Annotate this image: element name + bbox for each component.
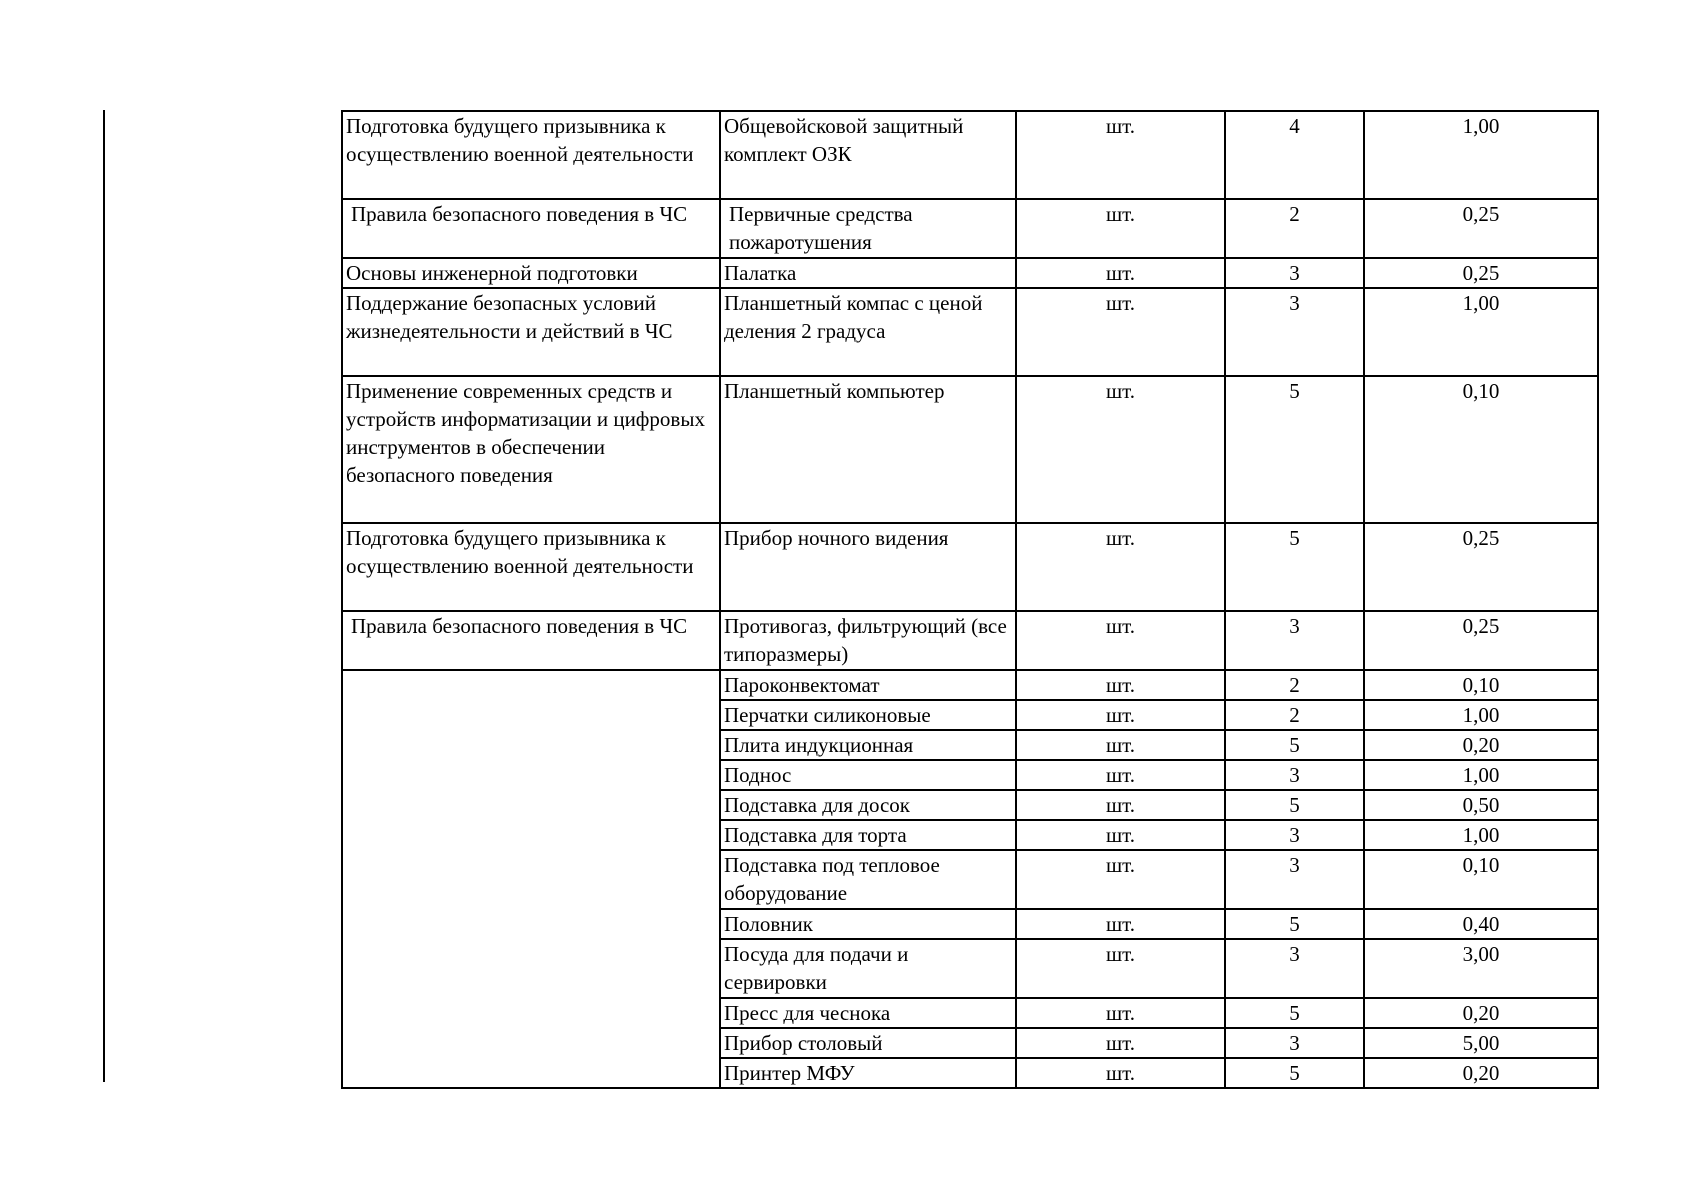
item-name-cell: Планшетный компьютер	[720, 376, 1016, 523]
item-name-cell: Первичные средства пожаротушения	[720, 199, 1016, 258]
unit-cell: шт.	[1016, 111, 1225, 199]
quantity-cell: 3	[1225, 258, 1364, 288]
quantity-cell: 5	[1225, 730, 1364, 760]
coefficient-cell: 1,00	[1364, 288, 1598, 376]
item-name-cell: Планшетный компас с ценой деления 2 градуса	[720, 288, 1016, 376]
quantity-cell: 3	[1225, 611, 1364, 670]
item-name-cell: Пресс для чеснока	[720, 998, 1016, 1028]
unit-cell: шт.	[1016, 1028, 1225, 1058]
item-name-cell: Перчатки силиконовые	[720, 700, 1016, 730]
quantity-cell: 5	[1225, 523, 1364, 611]
coefficient-cell: 3,00	[1364, 939, 1598, 998]
item-name-cell: Прибор ночного видения	[720, 523, 1016, 611]
quantity-cell: 5	[1225, 909, 1364, 939]
unit-cell: шт.	[1016, 670, 1225, 700]
coefficient-cell: 0,20	[1364, 730, 1598, 760]
unit-cell: шт.	[1016, 909, 1225, 939]
page-left-rule	[103, 110, 105, 1082]
quantity-cell: 5	[1225, 376, 1364, 523]
quantity-cell: 3	[1225, 288, 1364, 376]
item-name-cell: Посуда для подачи и сервировки	[720, 939, 1016, 998]
coefficient-cell: 0,25	[1364, 199, 1598, 258]
section-cell-empty	[342, 670, 720, 1088]
item-name-cell: Противогаз, фильтрующий (все типоразмеры)	[720, 611, 1016, 670]
section-cell: Правила безопасного поведения в ЧС	[342, 199, 720, 258]
item-name-cell: Поднос	[720, 760, 1016, 790]
coefficient-cell: 0,50	[1364, 790, 1598, 820]
coefficient-cell: 0,10	[1364, 376, 1598, 523]
unit-cell: шт.	[1016, 199, 1225, 258]
item-name-cell: Пароконвектомат	[720, 670, 1016, 700]
equipment-table	[341, 110, 1599, 1089]
section-cell: Поддержание безопасных условий жизнедеятельности и действий в ЧС	[342, 288, 720, 376]
section-cell: Применение современных средств и устройств информатизации и цифровых инструментов в обеспечении безопасного поведения	[342, 376, 720, 523]
table-row	[342, 199, 1598, 258]
table-row	[342, 523, 1598, 611]
quantity-cell: 3	[1225, 1028, 1364, 1058]
coefficient-cell: 1,00	[1364, 820, 1598, 850]
unit-cell: шт.	[1016, 288, 1225, 376]
table-row	[342, 111, 1598, 199]
coefficient-cell: 0,10	[1364, 670, 1598, 700]
section-cell: Подготовка будущего призывника к осуществлению военной деятельности	[342, 111, 720, 199]
coefficient-cell: 1,00	[1364, 111, 1598, 199]
unit-cell: шт.	[1016, 611, 1225, 670]
unit-cell: шт.	[1016, 820, 1225, 850]
item-name-cell: Принтер МФУ	[720, 1058, 1016, 1088]
quantity-cell: 3	[1225, 760, 1364, 790]
unit-cell: шт.	[1016, 523, 1225, 611]
unit-cell: шт.	[1016, 730, 1225, 760]
unit-cell: шт.	[1016, 850, 1225, 909]
quantity-cell: 3	[1225, 939, 1364, 998]
item-name-cell: Подставка для досок	[720, 790, 1016, 820]
table-row	[342, 611, 1598, 670]
coefficient-cell: 1,00	[1364, 700, 1598, 730]
table-row	[342, 258, 1598, 288]
quantity-cell: 5	[1225, 1058, 1364, 1088]
item-name-cell: Общевойсковой защитный комплект ОЗК	[720, 111, 1016, 199]
table-row	[342, 288, 1598, 376]
coefficient-cell: 0,25	[1364, 611, 1598, 670]
item-name-cell: Плита индукционная	[720, 730, 1016, 760]
coefficient-cell: 0,25	[1364, 523, 1598, 611]
section-cell: Правила безопасного поведения в ЧС	[342, 611, 720, 670]
table-row	[342, 670, 1598, 700]
item-name-cell: Прибор столовый	[720, 1028, 1016, 1058]
item-name-cell: Подставка под тепловое оборудование	[720, 850, 1016, 909]
item-name-cell: Палатка	[720, 258, 1016, 288]
unit-cell: шт.	[1016, 258, 1225, 288]
quantity-cell: 2	[1225, 700, 1364, 730]
section-cell: Подготовка будущего призывника к осуществлению военной деятельности	[342, 523, 720, 611]
quantity-cell: 3	[1225, 820, 1364, 850]
coefficient-cell: 0,40	[1364, 909, 1598, 939]
coefficient-cell: 0,25	[1364, 258, 1598, 288]
section-cell: Основы инженерной подготовки	[342, 258, 720, 288]
unit-cell: шт.	[1016, 998, 1225, 1028]
quantity-cell: 5	[1225, 998, 1364, 1028]
unit-cell: шт.	[1016, 376, 1225, 523]
quantity-cell: 2	[1225, 670, 1364, 700]
quantity-cell: 2	[1225, 199, 1364, 258]
coefficient-cell: 5,00	[1364, 1028, 1598, 1058]
coefficient-cell: 1,00	[1364, 760, 1598, 790]
unit-cell: шт.	[1016, 1058, 1225, 1088]
coefficient-cell: 0,20	[1364, 998, 1598, 1028]
item-name-cell: Подставка для торта	[720, 820, 1016, 850]
coefficient-cell: 0,20	[1364, 1058, 1598, 1088]
item-name-cell: Половник	[720, 909, 1016, 939]
quantity-cell: 3	[1225, 850, 1364, 909]
unit-cell: шт.	[1016, 700, 1225, 730]
table-row	[342, 376, 1598, 523]
quantity-cell: 4	[1225, 111, 1364, 199]
quantity-cell: 5	[1225, 790, 1364, 820]
unit-cell: шт.	[1016, 790, 1225, 820]
unit-cell: шт.	[1016, 939, 1225, 998]
unit-cell: шт.	[1016, 760, 1225, 790]
coefficient-cell: 0,10	[1364, 850, 1598, 909]
